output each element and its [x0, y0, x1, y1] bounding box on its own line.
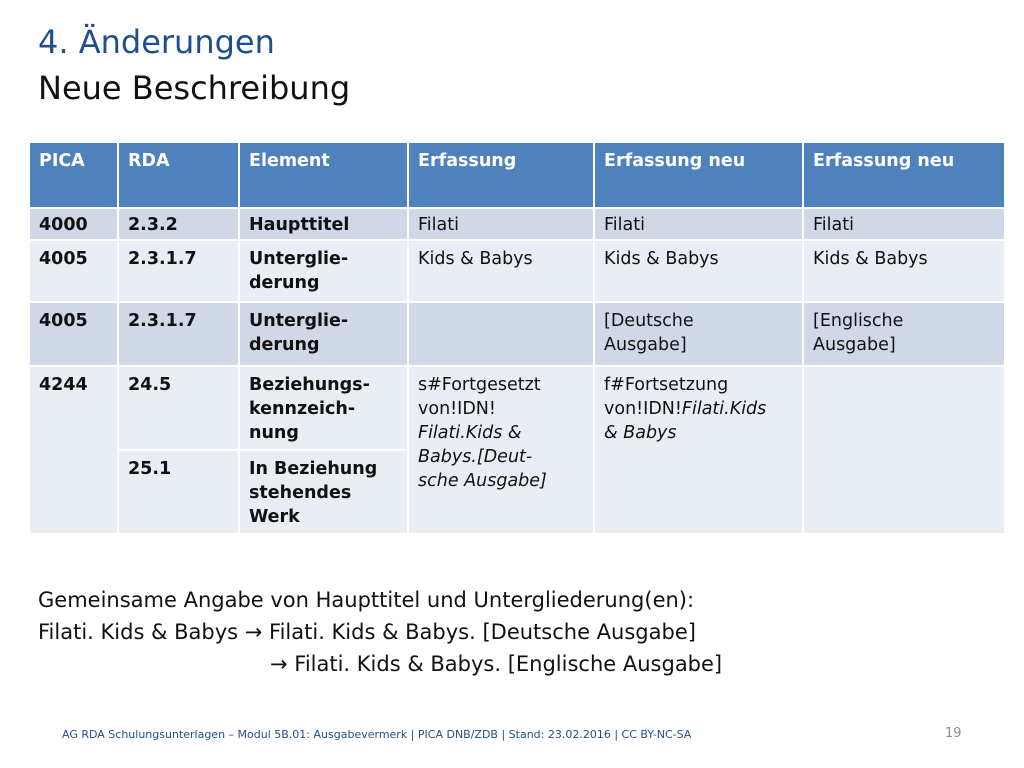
cell-erfassung: Filati — [408, 208, 594, 240]
cell-line: [Deutsche — [604, 311, 694, 331]
cell-line: derung — [249, 335, 320, 355]
cell-line: stehendes — [249, 483, 352, 503]
cell-line: Babys.[Deut- — [418, 447, 533, 467]
summary-line-3: → Filati. Kids & Babys. [Englische Ausgabe] — [270, 652, 723, 676]
cell-erfassung — [408, 366, 594, 534]
cell-line: kennzeich- — [249, 399, 356, 419]
cell-erfassung-neu-2 — [803, 302, 1005, 366]
cell-line: Unterglie- — [249, 311, 349, 331]
comparison-table — [28, 141, 1006, 535]
cell-line: s#Fortgesetzt — [418, 375, 541, 395]
summary-text — [38, 584, 722, 680]
cell-line: & Babys — [604, 423, 677, 443]
cell-text: von!IDN! — [604, 399, 682, 419]
cell-element — [239, 302, 408, 366]
cell-pica: 4000 — [29, 208, 118, 240]
cell-element: Haupttitel — [239, 208, 408, 240]
cell-line: [Englische — [813, 311, 904, 331]
cell-erfassung-neu-2: Kids & Babys — [803, 240, 1005, 302]
cell-line: Unterglie- — [249, 249, 349, 269]
header-erfassung-neu-1: Erfassung neu — [594, 142, 803, 208]
slide-title: 4. Änderungen — [38, 23, 275, 61]
cell-erfassung-neu-2: Filati — [803, 208, 1005, 240]
cell-pica: 4005 — [29, 302, 118, 366]
cell-rda: 2.3.1.7 — [118, 302, 239, 366]
header-rda: RDA — [118, 142, 239, 208]
cell-element — [239, 240, 408, 302]
summary-line-2: Filati. Kids & Babys → Filati. Kids & Babys. [Deutsche Ausgabe] — [38, 620, 696, 644]
cell-erfassung-neu-1: Kids & Babys — [594, 240, 803, 302]
cell-line: Filati.Kids & — [418, 423, 522, 443]
cell-rda: 25.1 — [118, 450, 239, 534]
cell-element — [239, 450, 408, 534]
cell-line: f#Fortsetzung — [604, 375, 729, 395]
summary-line-1: Gemeinsame Angabe von Haupttitel und Untergliederung(en): — [38, 588, 695, 612]
slide-subtitle: Neue Beschreibung — [38, 69, 351, 107]
cell-line: In Beziehung — [249, 459, 378, 479]
footer-text: AG RDA Schulungsunterlagen – Modul 5B.01: Ausgabevermerk | PICA DNB/ZDB | Stand: 23.02.2016 | CC BY-NC-SA — [62, 728, 692, 741]
cell-rda: 2.3.1.7 — [118, 240, 239, 302]
header-pica: PICA — [29, 142, 118, 208]
cell-pica: 4244 — [29, 366, 118, 534]
cell-line: derung — [249, 273, 320, 293]
header-erfassung: Erfassung — [408, 142, 594, 208]
cell-erfassung — [408, 302, 594, 366]
cell-erfassung-neu-1: Filati — [594, 208, 803, 240]
cell-erfassung-neu-1 — [594, 366, 803, 534]
cell-erfassung-neu-2 — [803, 366, 1005, 534]
cell-pica: 4005 — [29, 240, 118, 302]
cell-line: sche Ausgabe] — [418, 471, 547, 491]
cell-line — [604, 397, 793, 421]
cell-line: Ausgabe] — [813, 335, 896, 355]
cell-element — [239, 366, 408, 450]
cell-rda: 24.5 — [118, 366, 239, 450]
cell-text-italic: Filati.Kids — [681, 399, 767, 419]
cell-line: nung — [249, 423, 299, 443]
table-row — [29, 240, 1005, 302]
table-header-row — [29, 142, 1005, 208]
cell-line: Beziehungs- — [249, 375, 370, 395]
cell-erfassung: Kids & Babys — [408, 240, 594, 302]
header-element: Element — [239, 142, 408, 208]
cell-line: von!IDN! — [418, 399, 496, 419]
header-erfassung-neu-2: Erfassung neu — [803, 142, 1005, 208]
cell-line: Ausgabe] — [604, 335, 687, 355]
cell-rda: 2.3.2 — [118, 208, 239, 240]
table-row — [29, 208, 1005, 240]
table-row — [29, 366, 1005, 450]
cell-line: Werk — [249, 507, 300, 527]
cell-erfassung-neu-1 — [594, 302, 803, 366]
table-row — [29, 302, 1005, 366]
page-number: 19 — [945, 726, 962, 741]
